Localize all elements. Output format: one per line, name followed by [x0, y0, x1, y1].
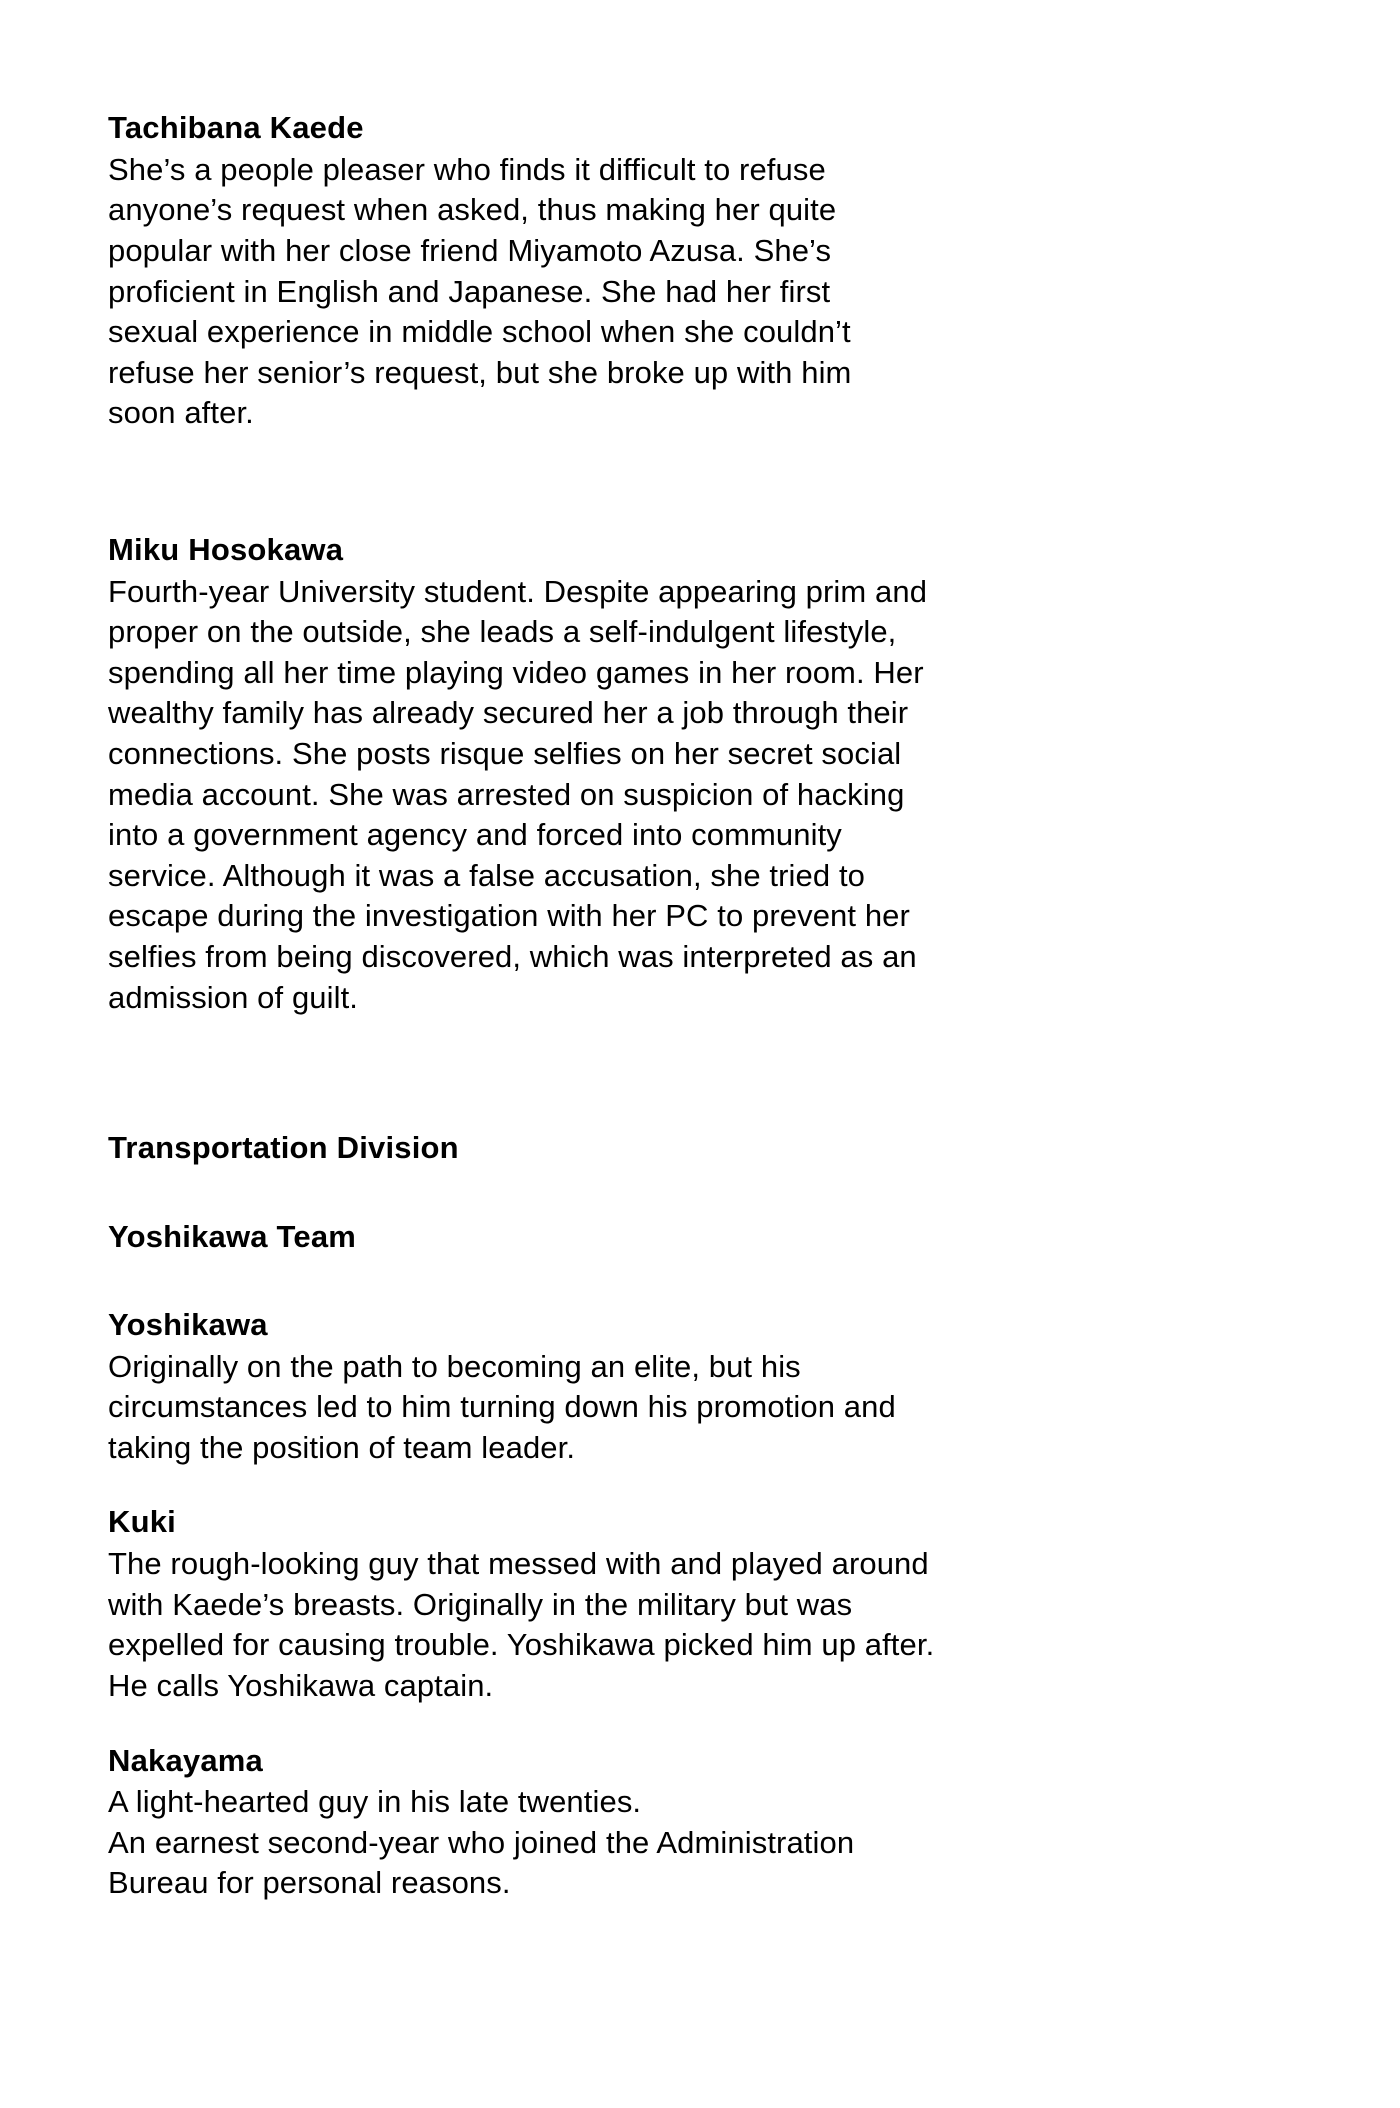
character-description — [108, 150, 1250, 434]
description-line: sexual experience in middle school when she couldn’t — [108, 314, 851, 350]
description-line: A light-hearted guy in his late twenties. — [108, 1784, 642, 1820]
character-name: Kuki — [108, 1504, 176, 1540]
character-name: Nakayama — [108, 1742, 263, 1778]
spacer — [108, 1018, 1250, 1128]
description-line: refuse her senior’s request, but she broke up with him — [108, 354, 852, 390]
spacer — [108, 434, 1250, 530]
description-line: Originally on the path to becoming an elite, but his — [108, 1348, 801, 1384]
description-line: An earnest second-year who joined the Administration — [108, 1824, 855, 1860]
description-line: Fourth-year University student. Despite appearing prim and — [108, 573, 928, 609]
description-line: selfies from being discovered, which was interpreted as an — [108, 939, 917, 975]
character-name: Tachibana Kaede — [108, 110, 364, 145]
character-entry-yoshikawa — [108, 1305, 1250, 1469]
spacer — [108, 1169, 1250, 1217]
character-description — [108, 1347, 1250, 1469]
description-line: popular with her close friend Miyamoto Azusa. She’s — [108, 232, 832, 268]
description-line: Bureau for personal reasons. — [108, 1865, 511, 1901]
description-line: circumstances led to him turning down his promotion and — [108, 1389, 896, 1425]
character-description — [108, 572, 1250, 1019]
description-line: taking the position of team leader. — [108, 1429, 576, 1465]
sub-heading-yoshikawa-team: Yoshikawa Team — [108, 1218, 357, 1254]
description-line: service. Although it was a false accusation, she tried to — [108, 857, 865, 893]
description-line: wealthy family has already secured her a job through their — [108, 695, 909, 731]
character-description — [108, 1782, 1250, 1904]
spacer — [108, 1468, 1250, 1502]
character-name: Miku Hosokawa — [108, 531, 344, 567]
spacer — [108, 1707, 1250, 1741]
description-line: with Kaede’s breasts. Originally in the military but was — [108, 1586, 853, 1622]
description-line: escape during the investigation with her PC to prevent her — [108, 898, 910, 934]
character-entry-tachibana-kaede — [108, 108, 1250, 434]
description-line: connections. She posts risque selfies on her secret social — [108, 736, 902, 772]
description-line: soon after. — [108, 395, 254, 431]
character-entry-miku-hosokawa — [108, 530, 1250, 1018]
description-line: proper on the outside, she leads a self-indulgent lifestyle, — [108, 614, 897, 650]
description-line: spending all her time playing video games in her room. Her — [108, 654, 924, 690]
description-line: proficient in English and Japanese. She had her first — [108, 273, 831, 309]
character-name: Yoshikawa — [108, 1306, 268, 1342]
description-line: The rough-looking guy that messed with and played around — [108, 1546, 929, 1582]
description-line: media account. She was arrested on suspicion of hacking — [108, 776, 905, 812]
description-line: into a government agency and forced into community — [108, 817, 842, 853]
spacer — [108, 1257, 1250, 1305]
description-line: admission of guilt. — [108, 979, 359, 1015]
character-description — [108, 1544, 1250, 1706]
description-line: expelled for causing trouble. Yoshikawa picked him up after. — [108, 1627, 935, 1663]
description-line: He calls Yoshikawa captain. — [108, 1667, 494, 1703]
character-entry-nakayama — [108, 1741, 1250, 1905]
description-line: She’s a people pleaser who finds it difficult to refuse — [108, 151, 826, 187]
section-heading-transportation-division: Transportation Division — [108, 1130, 459, 1166]
character-entry-kuki — [108, 1502, 1250, 1706]
description-line: anyone’s request when asked, thus making her quite — [108, 192, 837, 228]
